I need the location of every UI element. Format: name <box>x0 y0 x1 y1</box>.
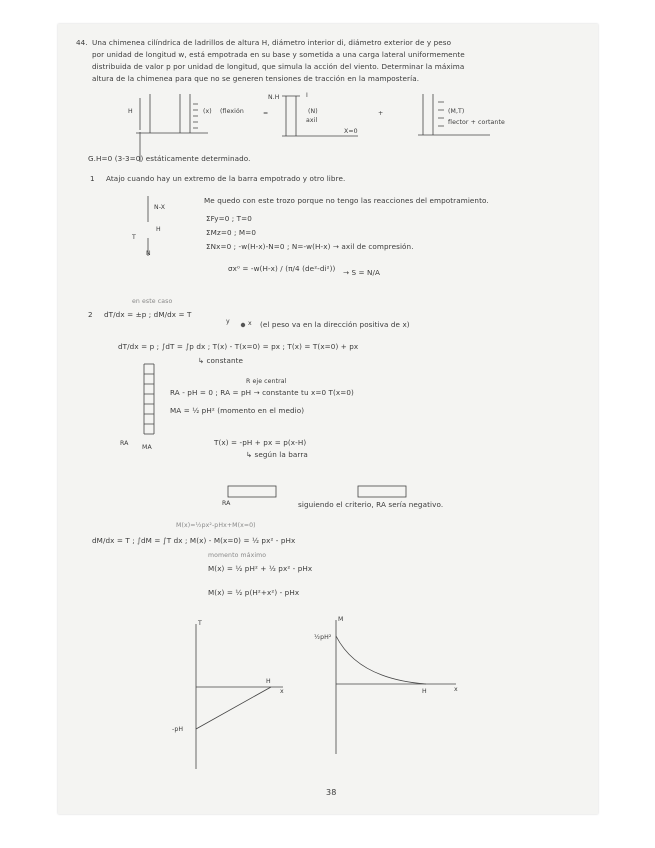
step1-note: Me quedo con este trozo porque no tengo las reacciones del empotramiento. <box>204 196 489 205</box>
step1-eq-1: ΣFy=0 ; T=0 <box>206 214 252 223</box>
step1-label-nx: N-X <box>154 204 166 211</box>
step2-m-top: M(x)=½px²-pHx+M(x=0) <box>176 522 256 529</box>
step2-m-integral: dM/dx = T ; ∫dM = ∫T dx ; M(x) - M(x=0) = ½ px² - pHx <box>92 536 296 545</box>
fig-label-flector: flector + cortante <box>448 119 505 126</box>
problem-line-3: distribuida de valor p por unidad de longitud, que simula la acción del viento. Determinar la máxima <box>92 62 465 71</box>
step2-ma-eq: MA = ½ pH² (momento en el medio) <box>170 406 305 415</box>
graph-t-axis-y: T <box>198 620 202 627</box>
step2-tx-note: ↳ según la barra <box>246 450 308 459</box>
bar-criterio-text: siguiendo el criterio, RA sería negativo. <box>298 500 444 509</box>
problem-line-4: altura de la chimenea para que no se generen tensiones de tracción en la mampostería. <box>92 74 420 83</box>
page-drawings <box>58 24 598 814</box>
graph-m-axis-y: M <box>338 616 344 623</box>
step2-number: 2 <box>88 310 93 319</box>
step2-axes-note: (el peso va en la dirección positiva de x) <box>260 320 410 329</box>
graph-m-top: ½pH² <box>314 634 332 641</box>
statically-determined: G.H=0 (3-3=0) estáticamente determinado. <box>88 154 251 163</box>
step1-sigma: σx⁰ = -w(H-x) / (π/4 (de²-di²)) <box>228 264 336 273</box>
step2-bar <box>144 364 154 434</box>
step1-arrow-note: → S = N/A <box>343 268 381 277</box>
problem-line-1: Una chimenea cilíndrica de ladrillos de altura H, diámetro interior di, diámetro exterior de y peso <box>92 38 452 47</box>
bar-rect-2 <box>358 486 406 497</box>
step2-faint-note: en este caso <box>132 298 173 305</box>
problem-line-2: por unidad de longitud w, está empotrada en su base y sometida a una carga lateral uniformemente <box>92 50 465 59</box>
step2-axis-x: x <box>248 320 252 327</box>
chimney-figure <box>136 94 208 162</box>
graph-m-axis-x: x <box>454 686 458 693</box>
step2-eq1: dT/dx = ±p ; dM/dx = T <box>104 310 192 319</box>
fig-label-flexion: (flexión <box>220 108 244 115</box>
problem-number: 44. <box>76 38 88 47</box>
step2-m-eq1: M(x) = ½ pH² + ½ px² - pHx <box>208 564 313 573</box>
step1-eq-3: ΣNx=0 ; -w(H-x)-N=0 ; N=-w(H-x) → axil de compresión. <box>206 242 414 251</box>
fig-label-x0: X=0 <box>344 128 358 135</box>
step2-m-mid: momento máximo <box>208 552 267 559</box>
page-number: 38 <box>326 788 337 797</box>
fig-label-n: (N) <box>308 108 318 115</box>
graph-m <box>336 620 456 754</box>
fig-label-h: H <box>128 108 133 115</box>
scanned-page <box>58 24 598 814</box>
step2-ra-label: RA <box>120 440 129 447</box>
step1-label-n: N <box>146 250 151 257</box>
graph-m-h: H <box>422 688 427 695</box>
fig-label-plus: + <box>378 110 384 117</box>
step2-integral: dT/dx = p ; ∫dT = ∫p dx ; T(x) - T(x=0) = px ; T(x) = T(x=0) + px <box>118 342 359 351</box>
step2-ma-label: MA <box>142 444 152 451</box>
bar-ra-label: RA <box>222 500 231 507</box>
step2-eje-note: R eje central <box>246 378 287 385</box>
graph-t <box>196 624 283 769</box>
step1-number: 1 <box>90 174 95 183</box>
fig-label-eq: = <box>263 110 269 117</box>
fig-label-x: (x) <box>203 108 212 115</box>
graph-t-h: H <box>266 678 271 685</box>
step2-ra-eq: RA - pH = 0 ; RA = pH → constante tu x=0 T(x=0) <box>170 388 354 397</box>
step2-axis-y: y <box>226 318 230 325</box>
step2-constant: ↳ constante <box>198 356 244 365</box>
fig-label-mt: (M,T) <box>448 108 465 115</box>
step1-eq-2: ΣMz=0 ; M=0 <box>206 228 256 237</box>
bar-rect-1 <box>228 486 276 497</box>
step2-tx-eq: T(x) = -pH + px = p(x-H) <box>214 438 307 447</box>
step2-m-eq2: M(x) = ½ p(H²+x²) - pHx <box>208 588 300 597</box>
axis-dot <box>241 323 245 327</box>
fig-label-i: I <box>306 92 308 99</box>
fig-label-axil: axil <box>306 117 318 124</box>
step1-title: Atajo cuando hay un extremo de la barra empotrado y otro libre. <box>106 174 346 183</box>
graph-t-neg: -pH <box>172 726 184 733</box>
fig-label-nh: N.H <box>268 94 280 101</box>
step1-label-t: T <box>132 234 136 241</box>
step1-label-h: H <box>156 226 161 233</box>
graph-t-axis-x: x <box>280 688 284 695</box>
